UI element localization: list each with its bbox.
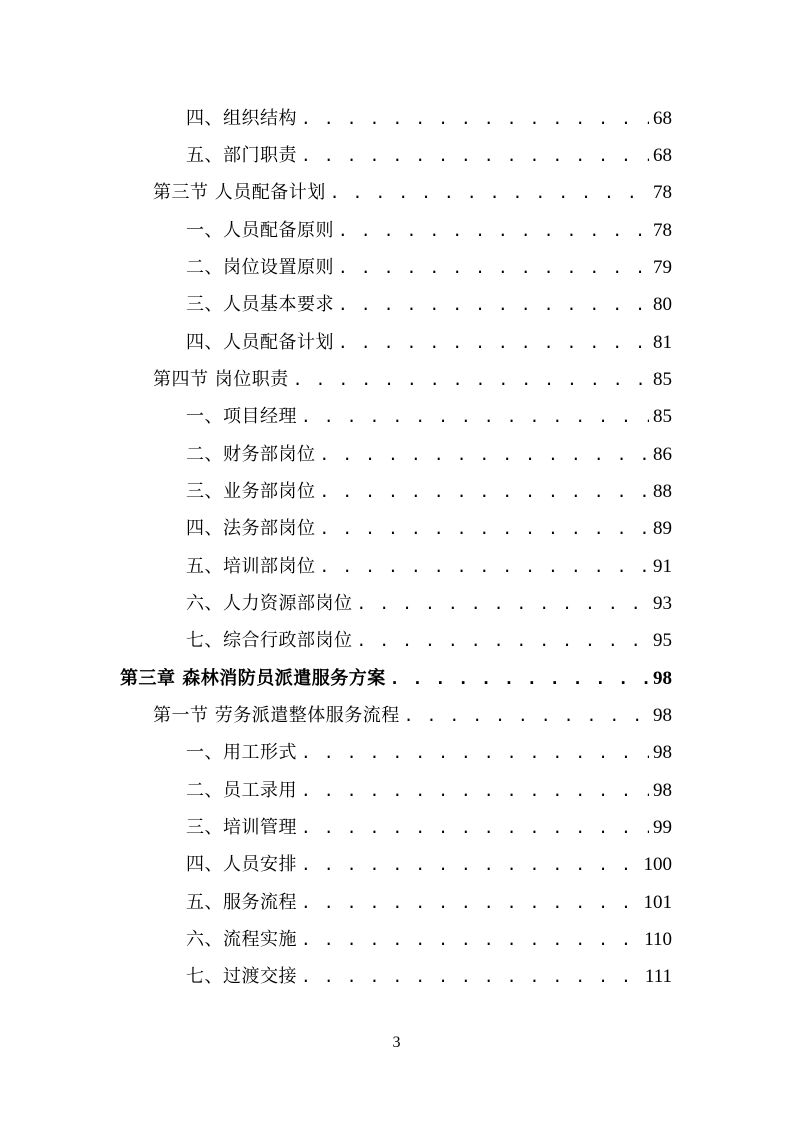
toc-entry[interactable] <box>0 287 793 324</box>
toc-entry-page: 81 <box>653 331 672 353</box>
toc-entry-title: 四、法务部岗位 <box>186 518 316 540</box>
toc-entry-page: 78 <box>653 219 672 241</box>
toc-entry[interactable] <box>0 809 793 846</box>
toc-leader-dots <box>320 518 650 540</box>
toc-entry-title: 第一节 劳务派遣整体服务流程 <box>153 704 400 726</box>
toc-entry-title: 三、业务部岗位 <box>186 480 316 502</box>
toc-leader-dots <box>301 145 649 167</box>
toc-entry-title: 一、用工形式 <box>186 742 297 764</box>
toc-entry-page: 85 <box>653 406 672 428</box>
toc-entry-page: 98 <box>653 779 672 801</box>
toc-entry[interactable] <box>0 884 793 921</box>
toc-entry-page: 98 <box>653 742 672 764</box>
toc-entry-title: 第三节 人员配备计划 <box>153 182 326 204</box>
toc-entry-title: 四、组织结构 <box>186 107 297 129</box>
toc-leader-dots <box>301 929 640 951</box>
toc-chapter-entry[interactable] <box>0 660 793 697</box>
toc-entry[interactable] <box>0 772 793 809</box>
toc-leader-dots <box>301 892 640 914</box>
toc-entry-page: 98 <box>653 667 672 689</box>
toc-leader-dots <box>301 406 649 428</box>
toc-entry-title: 二、财务部岗位 <box>186 443 316 465</box>
toc-section-entry[interactable] <box>0 361 793 398</box>
toc-leader-dots <box>320 556 650 578</box>
toc-entry-page: 111 <box>644 966 672 988</box>
toc-entry-page: 68 <box>653 144 672 166</box>
toc-entry[interactable] <box>0 212 793 249</box>
toc-leader-dots <box>338 220 649 242</box>
toc-entry-title: 一、人员配备原则 <box>186 219 334 241</box>
toc-entry[interactable] <box>0 548 793 585</box>
toc-entry-title: 六、人力资源部岗位 <box>186 592 353 614</box>
toc-entry-page: 68 <box>653 107 672 129</box>
toc-leader-dots <box>338 257 649 279</box>
toc-entry[interactable] <box>0 100 793 137</box>
toc-leader-dots <box>301 742 649 764</box>
toc-entry-title: 二、员工录用 <box>186 779 297 801</box>
toc-entry-page: 78 <box>653 182 672 204</box>
toc-entry-page: 79 <box>653 256 672 278</box>
toc-entry-page: 99 <box>653 816 672 838</box>
toc-leader-dots <box>320 481 650 503</box>
toc-leader-dots <box>320 444 650 466</box>
toc-entry-title: 六、流程实施 <box>186 928 297 950</box>
toc-entry-page: 80 <box>653 294 672 316</box>
toc-entry[interactable] <box>0 436 793 473</box>
toc-leader-dots <box>338 332 649 354</box>
toc-entry-page: 100 <box>643 854 672 876</box>
table-of-contents <box>0 100 793 996</box>
toc-entry-page: 88 <box>653 480 672 502</box>
toc-leader-dots <box>301 966 641 988</box>
toc-leader-dots <box>301 780 649 802</box>
toc-leader-dots <box>301 854 640 876</box>
toc-entry[interactable] <box>0 137 793 174</box>
toc-entry-title: 七、综合行政部岗位 <box>186 630 353 652</box>
toc-leader-dots <box>357 630 650 652</box>
toc-entry[interactable] <box>0 473 793 510</box>
toc-entry-title: 五、培训部岗位 <box>186 555 316 577</box>
toc-entry-page: 91 <box>653 555 672 577</box>
toc-leader-dots <box>293 369 649 391</box>
toc-entry-title: 三、培训管理 <box>186 816 297 838</box>
toc-entry-title: 五、服务流程 <box>186 891 297 913</box>
toc-entry-title: 第三章 森林消防员派遣服务方案 <box>120 667 386 689</box>
toc-leader-dots <box>404 705 649 727</box>
toc-entry-title: 七、过渡交接 <box>186 966 297 988</box>
toc-section-entry[interactable] <box>0 175 793 212</box>
toc-entry-title: 三、人员基本要求 <box>186 294 334 316</box>
toc-entry-page: 85 <box>653 368 672 390</box>
toc-entry-title: 五、部门职责 <box>186 144 297 166</box>
toc-entry-title: 四、人员配备计划 <box>186 331 334 353</box>
toc-entry[interactable] <box>0 959 793 996</box>
toc-leader-dots <box>330 182 649 204</box>
toc-entry[interactable] <box>0 399 793 436</box>
toc-entry[interactable] <box>0 511 793 548</box>
toc-entry-title: 二、岗位设置原则 <box>186 256 334 278</box>
toc-entry[interactable] <box>0 921 793 958</box>
page-number: 3 <box>392 1034 401 1051</box>
toc-entry-page: 93 <box>653 592 672 614</box>
toc-entry-page: 110 <box>644 928 672 950</box>
toc-entry[interactable] <box>0 735 793 772</box>
toc-leader-dots <box>338 294 649 316</box>
toc-section-entry[interactable] <box>0 697 793 734</box>
toc-entry-title: 第四节 岗位职责 <box>153 368 289 390</box>
toc-entry-title: 四、人员安排 <box>186 854 297 876</box>
toc-entry-page: 95 <box>653 630 672 652</box>
toc-leader-dots <box>301 108 649 130</box>
toc-leader-dots <box>390 668 649 690</box>
toc-leader-dots <box>301 817 649 839</box>
toc-entry-page: 86 <box>653 443 672 465</box>
toc-entry-title: 一、项目经理 <box>186 406 297 428</box>
toc-entry[interactable] <box>0 847 793 884</box>
toc-entry-page: 89 <box>653 518 672 540</box>
toc-entry[interactable] <box>0 249 793 286</box>
toc-leader-dots <box>357 593 650 615</box>
toc-entry-page: 98 <box>653 704 672 726</box>
toc-entry[interactable] <box>0 623 793 660</box>
toc-entry[interactable] <box>0 324 793 361</box>
toc-entry-page: 101 <box>643 891 672 913</box>
toc-entry[interactable] <box>0 585 793 622</box>
